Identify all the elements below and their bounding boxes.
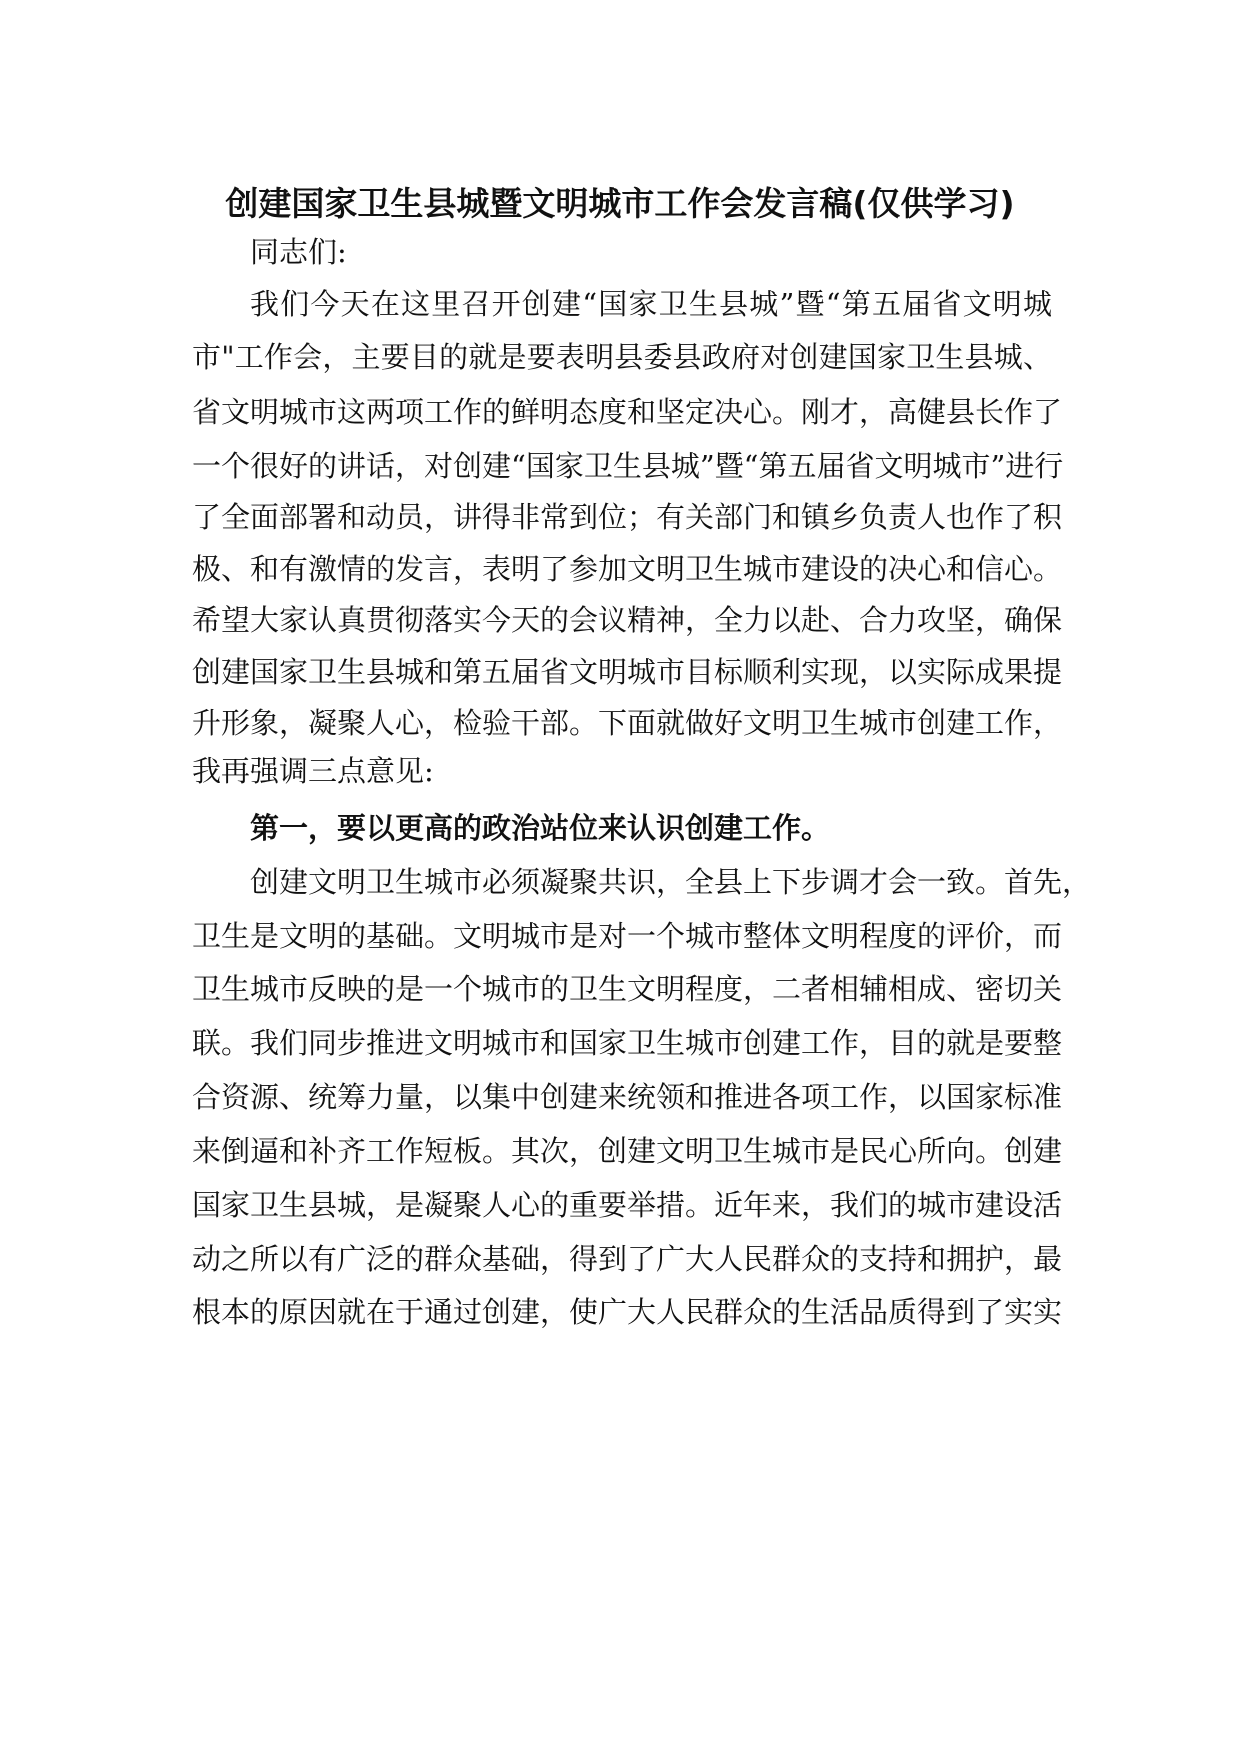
paragraph-line: 创建国家卫生县城和第五届省文明城市目标顺利实现，以实际成果提 [192, 655, 1063, 689]
paragraph-line: 我们今天在这里召开创建“国家卫生县城”暨“第五届省文明城 [250, 287, 1052, 321]
paragraph-line: 了全面部署和动员，讲得非常到位；有关部门和镇乡负责人也作了积 [192, 500, 1063, 534]
paragraph-line: 来倒逼和补齐工作短板。其次，创建文明卫生城市是民心所向。创建 [192, 1134, 1063, 1168]
paragraph-line: 省文明城市这两项工作的鲜明态度和坚定决心。刚才，高健县长作了 [192, 395, 1063, 429]
paragraph-line: 升形象，凝聚人心，检验干部。下面就做好文明卫生城市创建工作， [192, 706, 1063, 740]
paragraph-line: 卫生城市反映的是一个城市的卫生文明程度，二者相辅相成、密切关 [192, 972, 1063, 1006]
paragraph-line: 极、和有激情的发言，表明了参加文明卫生城市建设的决心和信心。 [192, 552, 1063, 586]
paragraph-line: 联。我们同步推进文明城市和国家卫生城市创建工作，目的就是要整 [192, 1026, 1063, 1060]
paragraph-line: 合资源、统筹力量，以集中创建来统领和推进各项工作，以国家标准 [192, 1080, 1063, 1114]
paragraph-line: 市"工作会，主要目的就是要表明县委县政府对创建国家卫生县城、 [192, 340, 1052, 374]
salutation: 同志们: [250, 235, 347, 269]
paragraph-line: 创建文明卫生城市必须凝聚共识，全县上下步调才会一致。首先， [250, 865, 1092, 899]
document-title: 创建国家卫生县城暨文明城市工作会发言稿(仅供学习) [225, 184, 1015, 223]
paragraph-line: 我再强调三点意见: [192, 754, 434, 788]
paragraph-line: 卫生是文明的基础。文明城市是对一个城市整体文明程度的评价，而 [192, 919, 1063, 953]
paragraph-line: 希望大家认真贯彻落实今天的会议精神，全力以赴、合力攻坚，确保 [192, 603, 1063, 637]
paragraph-line: 根本的原因就在于通过创建，使广大人民群众的生活品质得到了实实 [192, 1295, 1063, 1329]
paragraph-line: 国家卫生县城，是凝聚人心的重要举措。近年来，我们的城市建设活 [192, 1188, 1063, 1222]
paragraph-line: 一个很好的讲话，对创建“国家卫生县城”暨“第五届省文明城市”进行 [192, 449, 1064, 483]
paragraph-line: 动之所以有广泛的群众基础，得到了广大人民群众的支持和拥护，最 [192, 1242, 1063, 1276]
section-heading: 第一，要以更高的政治站位来认识创建工作。 [250, 811, 831, 845]
